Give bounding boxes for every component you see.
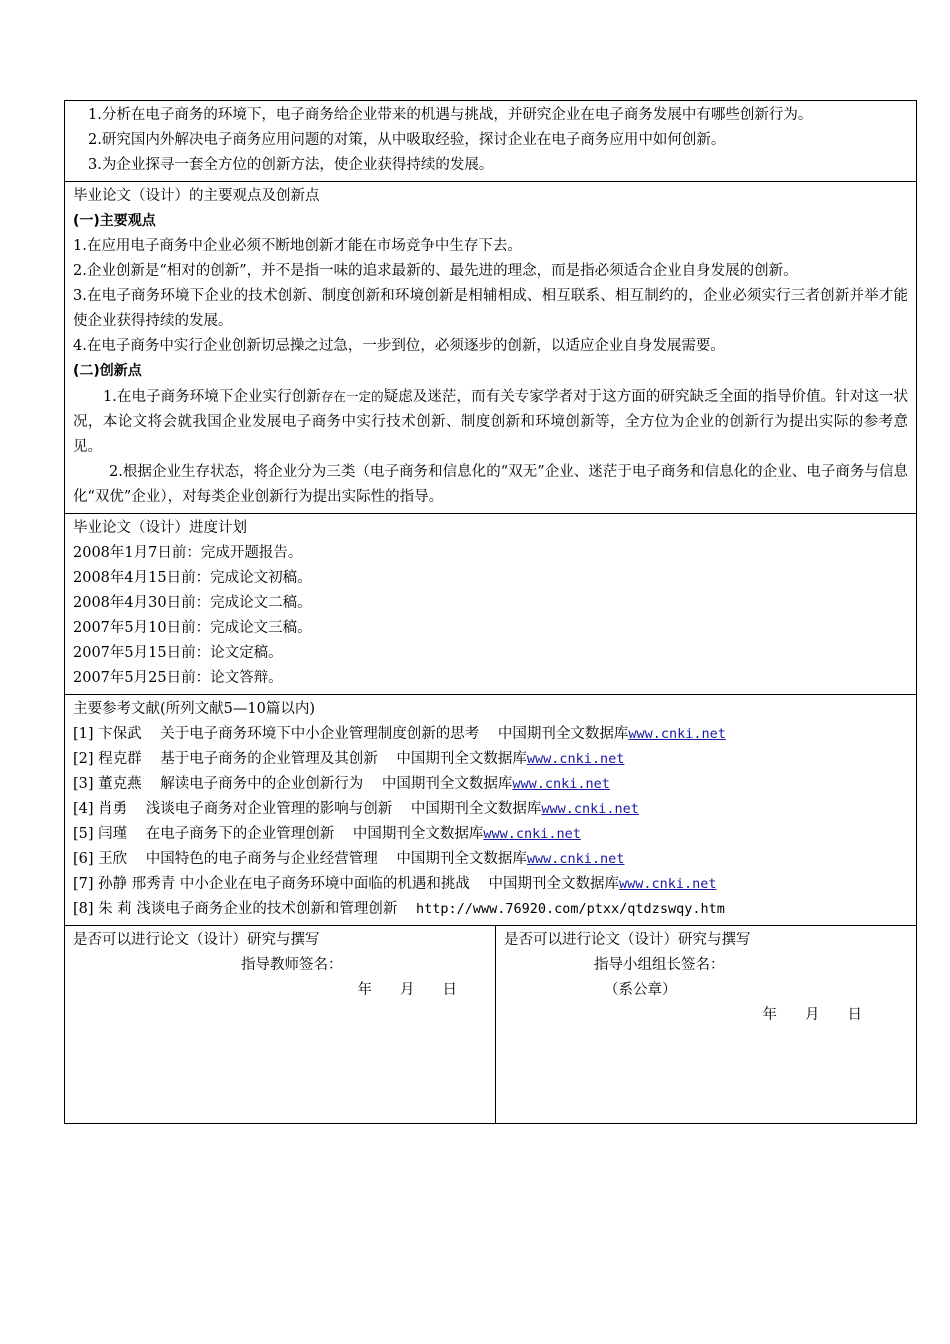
reference-author: 肖勇 [98, 801, 128, 817]
reference-number: [2] [73, 751, 94, 767]
reference-number: [6] [73, 851, 94, 867]
group-leader-signature-label: 指导小组组长签名： [594, 957, 725, 973]
reference-author: 孙静 邢秀青 [98, 876, 176, 892]
reference-source: 中国期刊全文数据库 [396, 851, 527, 867]
reference-item [73, 772, 908, 797]
reference-number: [8] [73, 901, 94, 917]
reference-link[interactable]: www.cnki.net [541, 801, 639, 817]
reference-link[interactable]: www.cnki.net [618, 876, 717, 892]
group-leader-approval-cell [496, 926, 916, 1123]
advisor-approval-cell [65, 926, 496, 1123]
reference-title: 中小企业在电子商务环境中面临的机遇和挑战 [179, 876, 470, 892]
reference-link[interactable]: www.cnki.net [526, 751, 625, 767]
reference-link[interactable]: www.cnki.net [526, 851, 625, 867]
reference-item [73, 822, 908, 847]
objectives-section [64, 100, 917, 182]
reference-link[interactable]: www.cnki.net [628, 726, 726, 742]
reference-item [73, 722, 908, 747]
date-day: 日 [847, 1007, 862, 1023]
schedule-item: 2008年4月15日前：完成论文初稿。 [73, 570, 312, 586]
reference-number: [4] [73, 801, 94, 817]
reference-number: [3] [73, 776, 94, 792]
reference-author: 王欣 [98, 851, 128, 867]
reference-title: 解读电子商务中的企业创新行为 [160, 776, 364, 792]
date-day: 日 [442, 982, 457, 998]
date-month: 月 [400, 982, 415, 998]
references-heading: 主要参考文献(所列文献5—10篇以内) [73, 701, 315, 717]
reference-source: 中国期刊全文数据库 [497, 726, 629, 742]
reference-number: [5] [73, 826, 94, 842]
schedule-item: 2007年5月25日前：论文答辩。 [73, 670, 283, 686]
reference-title: 关于电子商务环境下中小企业管理制度创新的思考 [160, 726, 480, 742]
reference-author: 程克群 [98, 751, 142, 767]
innovation-item-1 [73, 384, 908, 460]
date-month: 月 [805, 1007, 820, 1023]
viewpoint-item-4: 4.在电子商务中实行企业创新切忌操之过急，一步到位，必须逐步的创新，以适应企业自身发展需要。 [73, 338, 725, 354]
objective-item-1: 1.分析在电子商务的环境下，电子商务给企业带来的机遇与挑战，并研究企业在电子商务发展中有哪些创新行为。 [88, 107, 813, 123]
innovation-points-title: (二)创新点 [73, 363, 142, 379]
reference-item [73, 897, 908, 922]
approval-section [64, 926, 917, 1124]
reference-link[interactable]: www.cnki.net [483, 826, 581, 842]
reference-source: 中国期刊全文数据库 [381, 776, 513, 792]
reference-source: 中国期刊全文数据库 [396, 751, 527, 767]
reference-author: 卞保武 [98, 726, 142, 742]
innovation-item-2: 2.根据企业生存状态，将企业分为三类（电子商务和信息化的“双无”企业、迷茫于电子商务和信息化的企业、电子商务与信息化“双优”企业），对每类企业创新行为提出实际性的指导。 [73, 464, 908, 505]
reference-title: 浅谈电子商务企业的技术创新和管理创新 [136, 901, 398, 917]
schedule-item: 2007年5月10日前：完成论文三稿。 [73, 620, 312, 636]
reference-author: 朱 莉 [98, 901, 132, 917]
reference-source: 中国期刊全文数据库 [410, 801, 542, 817]
group-date [504, 1003, 908, 1028]
objective-item-3: 3.为企业探寻一套全方位的创新方法，使企业获得持续的发展。 [88, 157, 494, 173]
reference-item [73, 872, 908, 897]
reference-number: [7] [73, 876, 94, 892]
viewpoint-item-2: 2.企业创新是“相对的创新”，并不是指一味的追求最新的、最先进的理念，而是指必须适合企业自身发展的创新。 [73, 263, 798, 279]
date-year: 年 [357, 982, 372, 998]
innovation-item-1-part-a: 1.在电子商务环境下企业实行创新 [103, 389, 321, 405]
reference-link[interactable]: www.cnki.net [512, 776, 610, 792]
innovation-item-1-part-b: 存在一定的 [320, 389, 384, 404]
reference-author: 闫瑾 [98, 826, 128, 842]
schedule-item: 2008年1月7日前：完成开题报告。 [73, 545, 303, 561]
reference-item [73, 797, 908, 822]
schedule-heading: 毕业论文（设计）进度计划 [73, 520, 247, 536]
reference-number: [1] [73, 726, 94, 742]
advisor-date [73, 978, 487, 1003]
reference-url: http://www.76920.com/ptxx/qtdzswqy.htm [415, 901, 725, 917]
reference-title: 基于电子商务的企业管理及其创新 [160, 751, 378, 767]
advisor-approval-question: 是否可以进行论文（设计）研究与撰写 [73, 932, 320, 948]
viewpoints-heading: 毕业论文（设计）的主要观点及创新点 [73, 188, 320, 204]
reference-author: 董克燕 [98, 776, 142, 792]
schedule-section [64, 514, 917, 695]
schedule-item: 2007年5月15日前：论文定稿。 [73, 645, 283, 661]
reference-title: 浅谈电子商务对企业管理的影响与创新 [145, 801, 393, 817]
schedule-item: 2008年4月30日前：完成论文二稿。 [73, 595, 312, 611]
viewpoint-item-1: 1.在应用电子商务中企业必须不断地创新才能在市场竞争中生存下去。 [73, 238, 522, 254]
reference-item [73, 847, 908, 872]
group-approval-question: 是否可以进行论文（设计）研究与撰写 [504, 932, 751, 948]
reference-item [73, 747, 908, 772]
proposal-form [64, 100, 917, 1124]
reference-title: 中国特色的电子商务与企业经营管理 [145, 851, 378, 867]
reference-source: 中国期刊全文数据库 [488, 876, 619, 892]
references-section [64, 695, 917, 926]
date-year: 年 [762, 1007, 777, 1023]
advisor-signature-label: 指导教师签名： [241, 957, 343, 973]
department-seal-label: （系公章） [604, 982, 677, 998]
main-viewpoints-title: (一)主要观点 [73, 213, 156, 229]
reference-title: 在电子商务下的企业管理创新 [145, 826, 335, 842]
reference-source: 中国期刊全文数据库 [352, 826, 484, 842]
viewpoints-section [64, 182, 917, 514]
viewpoint-item-3: 3.在电子商务环境下企业的技术创新、制度创新和环境创新是相辅相成、相互联系、相互制约的，企业必须实行三者创新并举才能使企业获得持续的发展。 [73, 288, 908, 329]
objective-item-2: 2.研究国内外解决电子商务应用问题的对策，从中吸取经验，探讨企业在电子商务应用中如何创新。 [88, 132, 726, 148]
innovation-item-1-part-c: 疑虑及迷茫，而有关专家学者对于这方面的研究缺乏全面的指导价值。针对这一状况，本论文将会就我国企业发展电子商务中实行技术创新、制度创新和环境创新等，全方位为企业的创新行为提出实际的参考意见。 [73, 389, 908, 455]
